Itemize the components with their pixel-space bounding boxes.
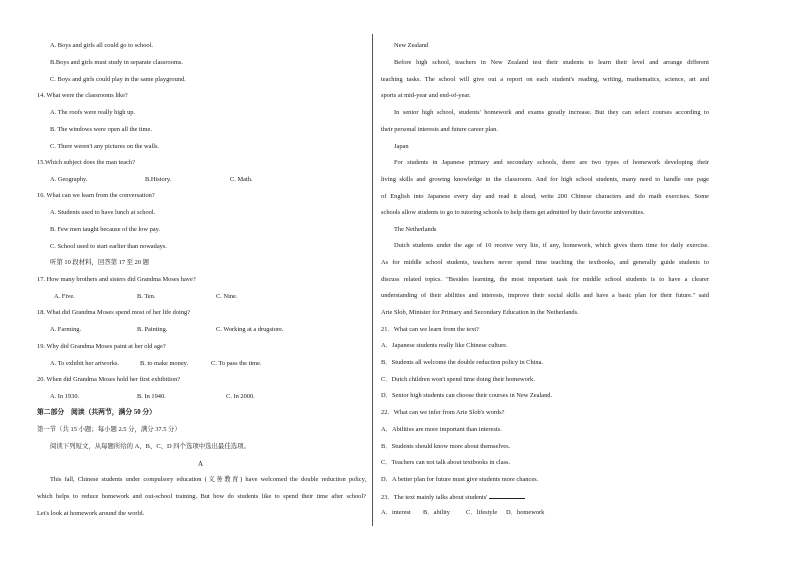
passage-a-line-3: Let's look at homework around the world. (37, 510, 145, 517)
japan-line-4: schools allow students to go to tutoring schools to help them get admitted by their favorite universities. (381, 209, 645, 216)
q22-stem: 22．What can we infer from Arie Slob's words? (381, 409, 505, 416)
q23-option-a: A．interest (381, 509, 411, 516)
netherlands-line-3: discuss related topics. "Besides learning, the most important task for middle school students is to have a clearer (381, 276, 709, 283)
passage-label: A (198, 460, 204, 468)
right-column (374, 0, 794, 562)
q22-option-b: B．Students should know more about themselves. (381, 443, 511, 450)
passage-a-line-2: which helps to reduce homework and out-school training. But how do students like to spend their time after school? (37, 493, 366, 500)
q15-option-c: C. Math. (230, 176, 253, 183)
q19-option-c: C. To pass the time. (211, 360, 262, 367)
nz-para2-line-1: In senior high school, students' homework and exams greatly increase. But they can select courses according to (394, 109, 709, 116)
q18-option-c: C. Working at a drugstore. (216, 326, 284, 333)
q15-option-b: B.History. (145, 176, 172, 183)
q19-stem: 19. Why did Grandma Moses paint at her old age? (37, 343, 166, 350)
left-column (0, 0, 372, 562)
q19-option-a: A. To exhibit her artworks. (50, 360, 120, 367)
q21-stem: 21．What can we learn from the text? (381, 326, 479, 333)
q22-option-c: C．Teachers can not talk about textbooks in class. (381, 459, 511, 466)
netherlands-line-2: As for middle school students, teachers never spend time teaching the textbooks, and generally guide students to (381, 259, 709, 266)
q14-option-a: A. The roofs were really high up. (50, 109, 136, 116)
q18-option-a: A. Farming. (50, 326, 82, 333)
q19-option-b: B. to make money. (140, 360, 189, 367)
japan-line-1: For students in Japanese primary and secondary schools, there are two types of homework developing their (394, 159, 709, 166)
q23-stem-text: 23．The text mainly talks about students' (381, 494, 488, 501)
q16-option-a: A. Students used to have lunch at school. (50, 209, 156, 216)
q13-option-a: A. Boys and girls all could go to school. (50, 42, 153, 49)
netherlands-line-5: Arie Slob, Minister for Primary and Secondary Education in the Netherlands. (381, 309, 579, 316)
q21-option-c: C．Dutch children won't spend time doing their homework. (381, 376, 535, 383)
q23-stem (381, 492, 525, 502)
q14-option-c: C. There weren't any pictures on the walls. (50, 143, 160, 150)
netherlands-line-4: understanding of their abilities and interests, improve their social skills and have a basic plan for their future." said (381, 292, 709, 299)
q21-option-d: D．Senior high students can choose their courses in New Zealand. (381, 392, 553, 399)
q21-option-a: A．Japanese students really like Chinese culture. (381, 342, 508, 349)
q22-option-a: A．Abilities are more important than interests. (381, 426, 502, 433)
reading-instructions: 阅读下列短文，从每题所给的 A、B、C、D 四个选项中选出最佳选项。 (50, 443, 250, 450)
japan-line-2: living skills and growing knowledge in the classroom. And for high school students, many need to handle one page (381, 176, 709, 183)
q17-option-b: B. Ten. (137, 293, 156, 300)
q13-option-b: B.Boys and girls must study in separate classrooms. (50, 59, 183, 66)
q20-option-b: B. In 1940. (137, 393, 166, 400)
nz-heading: New Zealand (394, 42, 429, 49)
q21-option-b: B．Students all welcome the double reduction policy in China. (381, 359, 544, 366)
nz-para1-line-2: teaching tasks. The school will give out a report on each student's reading, writing, mathematics, science, art and (381, 76, 709, 83)
q14-option-b: B. The windows were open all the time. (50, 126, 152, 133)
q23-option-c: C．lifestyle (466, 509, 498, 516)
q17-option-c: C. Nine. (216, 293, 238, 300)
q16-option-c: C. School used to start earlier than nowadays. (50, 243, 167, 250)
listening-note: 听第 10 段材料，回答第 17 至 20 题 (50, 259, 150, 266)
q18-stem: 18. What did Grandma Moses spend most of her life doing? (37, 309, 191, 316)
q15-stem: 15.Which subject does the man teach? (37, 159, 135, 166)
nz-para2-line-2: their personal interests and future career plan. (381, 126, 498, 133)
japan-heading: Japan (394, 143, 409, 150)
q23-option-b: B．ability (423, 509, 450, 516)
q20-option-c: C. In 2000. (226, 393, 255, 400)
q20-stem: 20. When did Grandma Moses hold her first exhibition? (37, 376, 181, 383)
nz-para1-line-1: Before high school, teachers in New Zealand test their students to learn their level and arrange different (394, 59, 709, 66)
nz-para1-line-3: sports at mid-year and end-of-year. (381, 92, 471, 99)
netherlands-heading: The Netherlands (394, 226, 437, 233)
q15-option-a: A. Geography. (50, 176, 88, 183)
q14-stem: 14. What were the classrooms like? (37, 92, 128, 99)
passage-a-line-1: This fall, Chinese students under compulsory education (义务教育) have welcomed the double reduction policy, (50, 476, 366, 483)
q16-stem: 16. What can we learn from the conversation? (37, 192, 155, 199)
q20-option-a: A. In 1930. (50, 393, 80, 400)
q22-option-d: D．A better plan for future must give students more chances. (381, 476, 539, 483)
q17-stem: 17. How many brothers and sisters did Grandma Moses have? (37, 276, 196, 283)
netherlands-line-1: Dutch students under the age of 10 receive very lite, if any, homework, which gives them time for daily exercise. (394, 242, 709, 249)
column-divider (372, 34, 373, 526)
q18-option-b: B. Painting. (137, 326, 168, 333)
japan-line-3: of English into Japanese every day and read it aloud, write 200 Chinese characters and do math exercises. Some (381, 193, 709, 200)
q23-option-d: D．homework (506, 509, 545, 516)
section1-heading: 第一节（共 15 小题；每小题 2.5 分，满分 37.5 分） (37, 426, 181, 433)
q16-option-b: B. Few men taught because of the low pay. (50, 226, 160, 233)
part2-title: 第二部分 阅读（共两节，满分 50 分） (37, 409, 156, 416)
q17-option-a: A. Five. (54, 293, 75, 300)
answer-blank (489, 492, 525, 499)
q13-option-c: C. Boys and girls could play in the same playground. (50, 76, 186, 83)
